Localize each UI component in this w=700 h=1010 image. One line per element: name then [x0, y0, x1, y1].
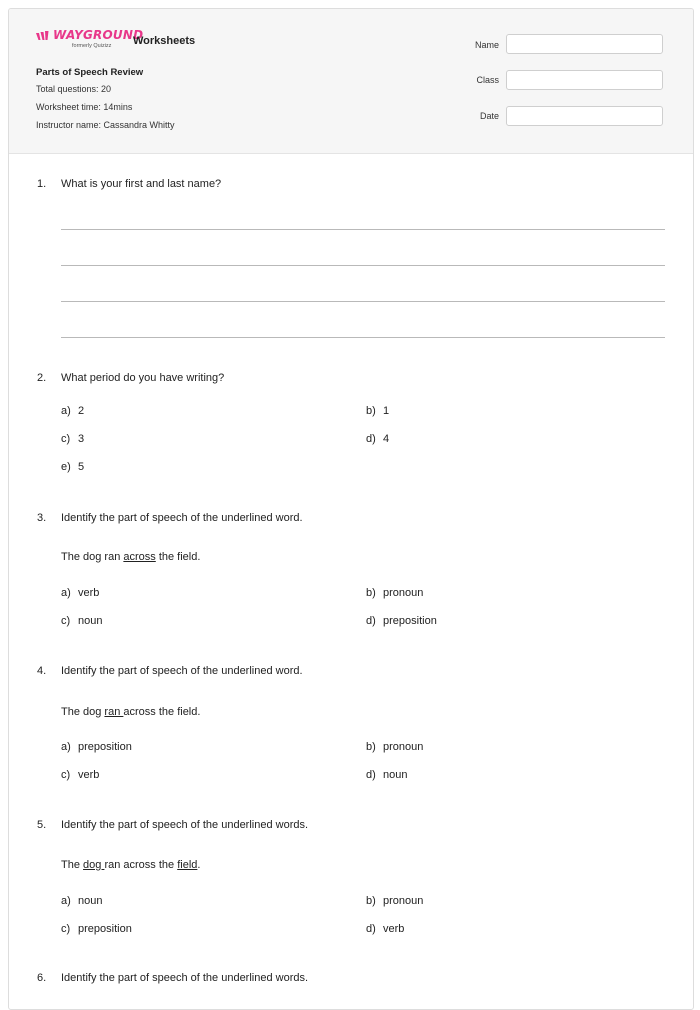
question-sentence: The dog ran across the field. [61, 706, 201, 718]
wayground-mark-icon [36, 31, 50, 41]
date-field[interactable] [506, 106, 663, 126]
option-a[interactable]: a) noun [61, 895, 103, 907]
underlined-word: field [177, 859, 198, 871]
total-questions: Total questions: 20 [36, 84, 112, 94]
name-label: Name [474, 40, 499, 50]
worksheet-time: Worksheet time: 14mins [36, 102, 133, 112]
answer-line[interactable] [61, 337, 665, 338]
option-b[interactable]: b) pronoun [366, 895, 424, 907]
question-number: 3. [37, 512, 47, 524]
question-number: 4. [37, 665, 47, 677]
question-text: Identify the part of speech of the underlined word. [61, 665, 303, 677]
option-e[interactable]: e) 5 [61, 461, 85, 473]
option-d[interactable]: d) 4 [366, 433, 390, 445]
worksheet-page [8, 8, 694, 1010]
option-c[interactable]: c) noun [61, 615, 103, 627]
option-c[interactable]: c) 3 [61, 433, 85, 445]
option-d[interactable]: d) verb [366, 923, 405, 935]
question-text: What period do you have writing? [61, 372, 225, 384]
question-text: Identify the part of speech of the underlined words. [61, 972, 309, 984]
question-text: What is your first and last name? [61, 178, 222, 190]
underlined-word: dog [83, 859, 105, 871]
worksheet-title: Parts of Speech Review [36, 67, 144, 78]
worksheet-header [9, 9, 693, 154]
question-sentence: The dog ran across the field. [61, 551, 201, 563]
option-d[interactable]: d) preposition [366, 615, 437, 627]
question-number: 5. [37, 819, 47, 831]
question-sentence: The dog ran across the field. [61, 859, 201, 871]
underlined-word: across [123, 551, 156, 563]
option-b[interactable]: b) pronoun [366, 741, 424, 753]
brand-name: WAYGROUND [53, 28, 144, 42]
option-b[interactable]: b) pronoun [366, 587, 424, 599]
option-b[interactable]: b) 1 [366, 405, 390, 417]
question-number: 1. [37, 178, 47, 190]
instructor-name: Instructor name: Cassandra Whitty [36, 120, 175, 130]
question-text: Identify the part of speech of the underlined words. [61, 819, 309, 831]
underlined-word: ran [104, 706, 124, 718]
wayground-logo [36, 29, 143, 49]
option-c[interactable]: c) preposition [61, 923, 132, 935]
option-a[interactable]: a) verb [61, 587, 100, 599]
name-field[interactable] [506, 34, 663, 54]
question-number: 6. [37, 972, 47, 984]
answer-line[interactable] [61, 229, 665, 230]
section-title: Worksheets [133, 35, 196, 47]
answer-line[interactable] [61, 265, 665, 266]
option-a[interactable]: a) preposition [61, 741, 132, 753]
answer-line[interactable] [61, 301, 665, 302]
question-text: Identify the part of speech of the underlined word. [61, 512, 303, 524]
brand-subtitle: formerly Quizizz [72, 43, 112, 49]
date-label: Date [479, 111, 499, 121]
class-label: Class [476, 75, 499, 85]
class-field[interactable] [506, 70, 663, 90]
option-a[interactable]: a) 2 [61, 405, 85, 417]
question-number: 2. [37, 372, 47, 384]
option-d[interactable]: d) noun [366, 769, 408, 781]
option-c[interactable]: c) verb [61, 769, 100, 781]
